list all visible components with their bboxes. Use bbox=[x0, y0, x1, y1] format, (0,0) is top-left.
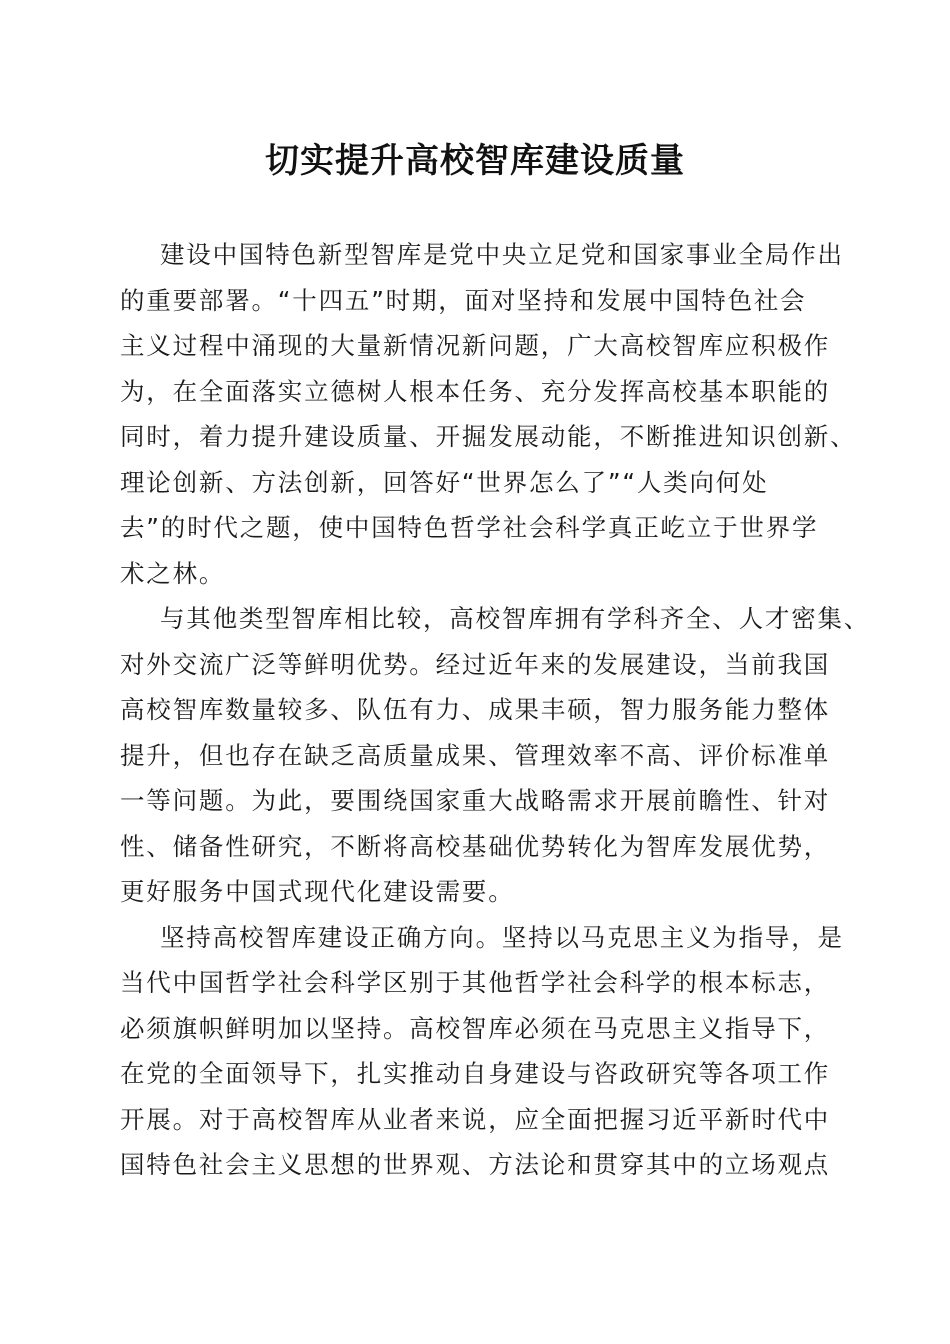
paragraph-line: 为，在全面落实立德树人根本任务、充分发挥高校基本职能的 bbox=[120, 376, 831, 406]
paragraph-line: 必须旗帜鲜明加以坚持。高校智库必须在马克思主义指导下， bbox=[120, 1013, 831, 1043]
paragraph-line: 同时，着力提升建设质量、开掘发展动能，不断推进知识创新、 bbox=[120, 422, 857, 451]
paragraph-line: 国特色社会主义思想的世界观、方法论和贯穿其中的立场观点 bbox=[120, 1150, 831, 1179]
paragraph-2 bbox=[120, 596, 871, 915]
paragraph-1 bbox=[120, 232, 857, 596]
paragraph-line: 对外交流广泛等鲜明优势。经过近年来的发展建设，当前我国 bbox=[120, 649, 831, 679]
paragraph-line: 高校智库数量较多、队伍有力、成果丰硕，智力服务能力整体 bbox=[120, 695, 831, 724]
paragraph-line: 建设中国特色新型智库是党中央立足党和国家事业全局作出 bbox=[160, 240, 844, 269]
paragraph-line: 理论创新、方法创新，回答好“世界怎么了”“人类向何处 bbox=[120, 467, 769, 497]
paragraph-line: 坚持高校智库建设正确方向。坚持以马克思主义为指导，是 bbox=[160, 922, 844, 952]
paragraph-line: 提升，但也存在缺乏高质量成果、管理效率不高、评价标准单 bbox=[120, 740, 831, 770]
paragraph-line: 一等问题。为此，要围绕国家重大战略需求开展前瞻性、针对 bbox=[120, 786, 831, 815]
paragraph-line: 当代中国哲学社会科学区别于其他哲学社会科学的根本标志， bbox=[120, 968, 831, 997]
paragraph-line: 性、储备性研究，不断将高校基础优势转化为智库发展优势， bbox=[120, 831, 831, 861]
paragraph-line: 开展。对于高校智库从业者来说，应全面把握习近平新时代中 bbox=[120, 1104, 831, 1134]
paragraph-line: 术之林。 bbox=[120, 558, 226, 588]
paragraph-line: 在党的全面领导下，扎实推动自身建设与咨政研究等各项工作 bbox=[120, 1059, 831, 1088]
paragraph-line: 的重要部署。“十四五”时期，面对坚持和发展中国特色社会 bbox=[120, 285, 807, 315]
document-title: 切实提升高校智库建设质量 bbox=[265, 141, 685, 181]
paragraph-line: 更好服务中国式现代化建设需要。 bbox=[120, 877, 515, 906]
paragraph-line: 主义过程中涌现的大量新情况新问题，广大高校智库应积极作 bbox=[120, 331, 831, 360]
paragraph-3 bbox=[120, 915, 844, 1188]
paragraph-line: 与其他类型智库相比较，高校智库拥有学科齐全、人才密集、 bbox=[160, 604, 871, 633]
paragraph-line: 去”的时代之题，使中国特色哲学社会科学真正屹立于世界学 bbox=[120, 513, 819, 542]
document-body bbox=[120, 232, 871, 1188]
